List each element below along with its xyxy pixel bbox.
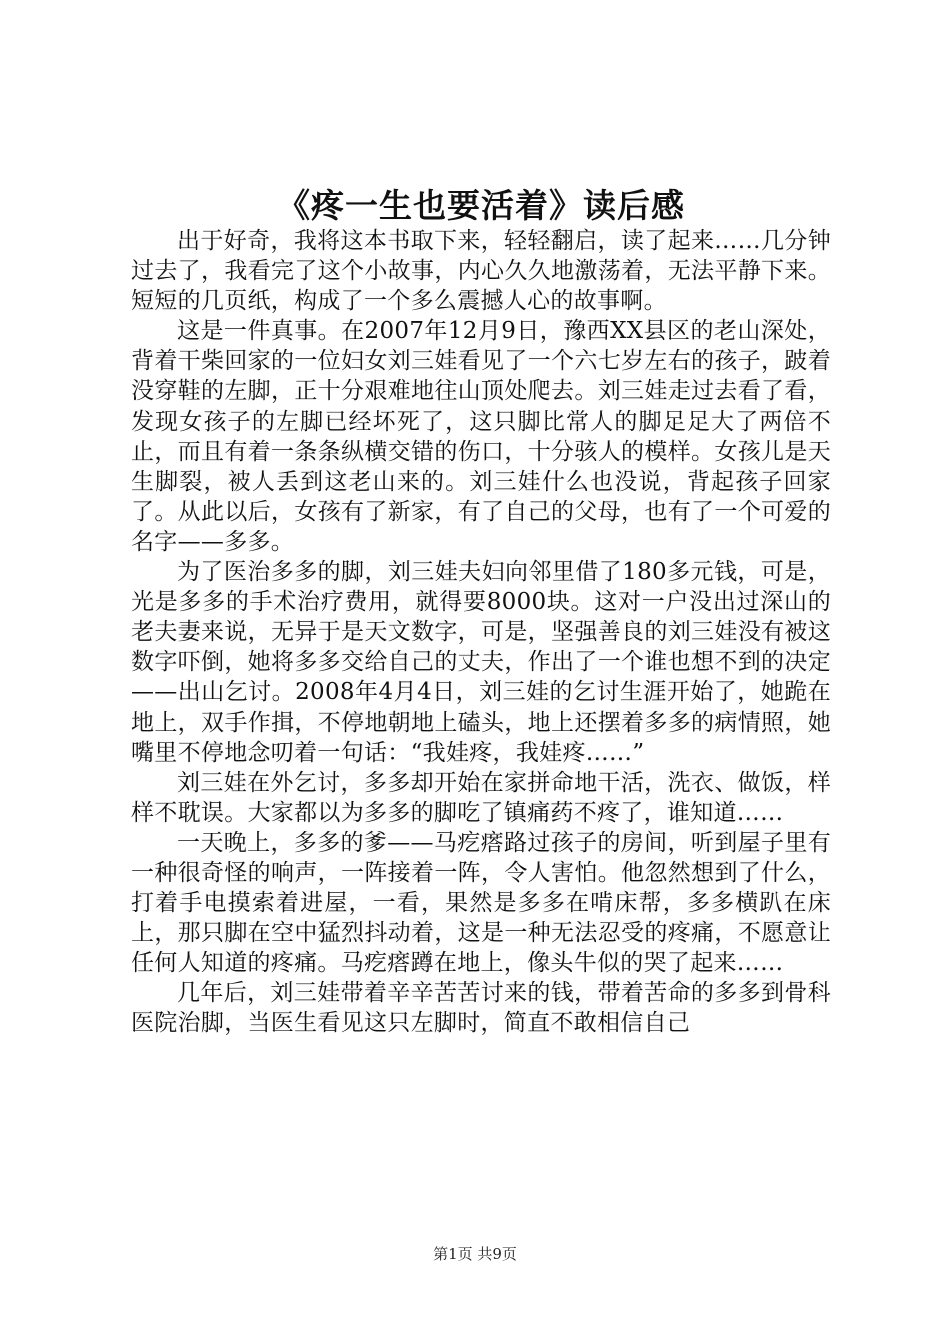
paragraph: 为了医治多多的脚，刘三娃夫妇向邻里借了180多元钱，可是，光是多多的手术治疗费用，就得要8000块。这对一户没出过深山的老夫妻来说，无异于是天文数字，可是，坚强善良的刘三娃没有被这数字吓倒，她将多多交给自己的丈夫，作出了一个谁也想不到的决定——出山乞讨。2008年4月4日，刘三娃的乞讨生涯开始了，她跪在地上，双手作揖，不停地朝地上磕头，地上还摆着多多的病情照，她嘴里不停地念叨着一句话：“我娃疼，我娃疼……” bbox=[131, 559, 831, 766]
paragraph: 这是一件真事。在2007年12月9日，豫西XX县区的老山深处，背着干柴回家的一位妇女刘三娃看见了一个六七岁左右的孩子，跛着没穿鞋的左脚，正十分艰难地往山顶处爬去。刘三娃走过去看了看，发现女孩子的左脚已经坏死了，这只脚比常人的脚足足大了两倍不止，而且有着一条条纵横交错的伤口，十分骇人的模样。女孩儿是天生脚裂，被人丢到这老山来的。刘三娃什么也没说，背起孩子回家了。从此以后，女孩有了新家，有了自己的父母，也有了一个可爱的名字——多多。 bbox=[131, 318, 831, 555]
paragraph: 一天晚上，多多的爹——马疙瘩路过孩子的房间，听到屋子里有一种很奇怪的响声，一阵接着一阵，令人害怕。他忽然想到了什么，打着手电摸索着进屋，一看，果然是多多在啃床帮，多多横趴在床上，那只脚在空中猛烈抖动着，这是一种无法忍受的疼痛，不愿意让任何人知道的疼痛。马疙瘩蹲在地上，像头牛似的哭了起来…… bbox=[131, 829, 831, 977]
page-footer: 第1页 共9页 bbox=[433, 1245, 517, 1263]
document-title: 《疼一生也要活着》读后感 bbox=[277, 186, 685, 225]
paragraph: 几年后，刘三娃带着辛辛苦苦讨来的钱，带着苦命的多多到骨科医院治脚，当医生看见这只左脚时，简直不敢相信自己 bbox=[131, 980, 831, 1037]
paragraph: 刘三娃在外乞讨，多多却开始在家拼命地干活，洗衣、做饭，样样不耽误。大家都以为多多的脚吃了镇痛药不疼了，谁知道…… bbox=[131, 769, 831, 826]
document-page bbox=[131, 186, 831, 1039]
document-body bbox=[131, 226, 831, 1039]
paragraph: 出于好奇，我将这本书取下来，轻轻翻启，读了起来……几分钟过去了，我看完了这个小故事，内心久久地激荡着，无法平静下来。短短的几页纸，构成了一个多么震撼人心的故事啊。 bbox=[131, 228, 831, 315]
